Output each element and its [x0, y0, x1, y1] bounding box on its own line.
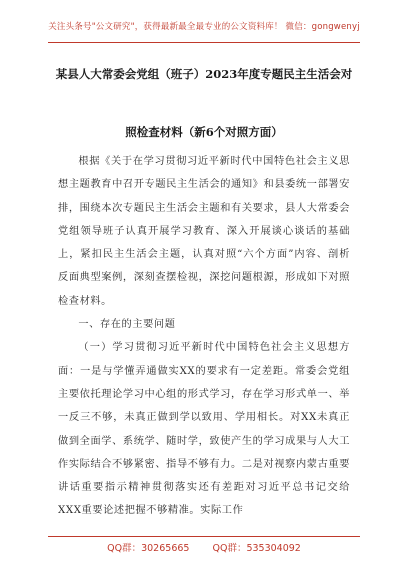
- document-body: [58, 150, 350, 523]
- footer-qq-group-1: QQ群：30265665: [107, 543, 190, 554]
- footer-divider: [48, 536, 360, 537]
- section-paragraph: （一）学习贯彻习近平新时代中国特色社会主义思想方面：一是与学懂弄通做实XX的要求有一定差距。常委会党组主要依托理论学习中心组的形式学习，存在学习形式单一、举一反三不够，未真正做到学以致用、学用相长。对XX未真正做到全面学、系统学、随时学，致使产生的学习成果与人大工作实际结合不够紧密、指导不够有力。二是对视察内蒙古重要讲话重要指示精神贯彻落实还有差距对习近平总书记交给XXX重要论述把握不够精准。实际工作: [58, 342, 350, 517]
- intro-paragraph: 根据《关于在学习贯彻习近平新时代中国特色社会主义思想主题教育中召开专题民主生活会的通知》和县委统一部署安排，围绕本次专题民主生活会主题和有关要求，县人大常委会党组领导班子认真开展学习教育、深入开展谈心谈话的基础上，紧扣民主生活会主题，认真对照“六个方面”内容、剖析反面典型案例，深刻查摆检视，深挖问题根源，形成如下对照检查材料。: [58, 156, 350, 307]
- footer-qq-group-2: QQ群：535304092: [212, 543, 301, 554]
- document-title-line2: 照检查材料（新6个对照方面）: [125, 125, 283, 139]
- header-divider: [48, 42, 360, 43]
- document-title-line1: 某县人大常委会党组（班子）2023年度专题民主生活会对: [55, 67, 353, 81]
- section-heading: 一、存在的主要问题: [78, 319, 176, 331]
- header-banner: 关注头条号"公文研究"，获得最新最全最专业的公文资料库！ 微信：gongwenyj: [48, 22, 360, 32]
- footer: [0, 540, 408, 554]
